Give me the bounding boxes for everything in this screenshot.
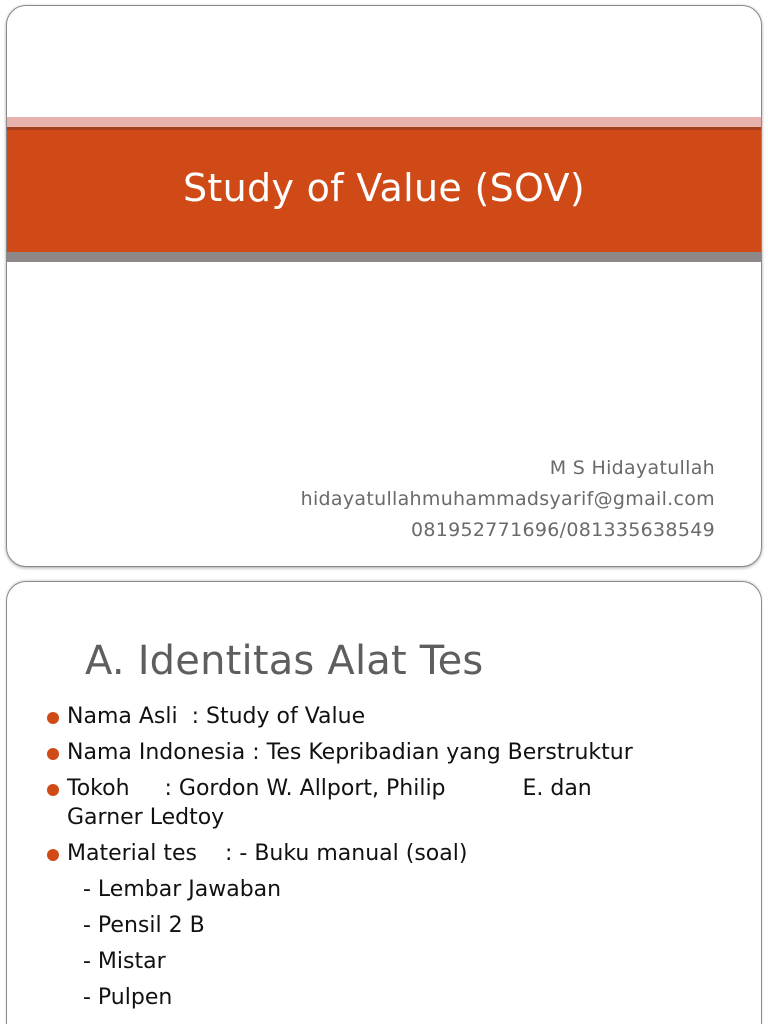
material-item: - Pulpen — [83, 985, 173, 1010]
material-item: - Pensil 2 B — [83, 913, 205, 938]
list-item: Nama Asli : Study of Value — [45, 702, 741, 731]
author-phone: 081952771696/081335638549 — [410, 519, 715, 541]
item-value-wrap: Garner Ledtoy — [67, 805, 225, 830]
material-item: - Lembar Jawaban — [83, 877, 282, 902]
author-name: M S Hidayatullah — [549, 457, 715, 479]
slide-heading: A. Identitas Alat Tes — [85, 638, 484, 684]
title-band-top-stripe — [7, 117, 761, 127]
item-value: Gordon W. Allport, Philip — [178, 776, 446, 801]
item-value: - Buku manual (soal) — [239, 841, 468, 866]
material-item: - Mistar — [83, 949, 166, 974]
list-item: Tokoh : Gordon W. Allport, Philip E. dan Garner Ledtoy — [45, 774, 741, 832]
list-item: Material tes : - Buku manual (soal) — [45, 839, 741, 868]
item-label: Tokoh — [67, 776, 130, 801]
item-value-continued: E. dan — [522, 776, 592, 801]
author-email: hidayatullahmuhammadsyarif@gmail.com — [300, 488, 715, 510]
slide-title: Study of Value (SOV) — [183, 166, 585, 210]
item-label: Material tes — [67, 841, 197, 866]
title-slide[interactable] — [6, 5, 762, 567]
item-value: Study of Value — [206, 704, 366, 729]
bullet-dot-icon — [47, 784, 59, 796]
content-slide[interactable] — [6, 581, 762, 1024]
item-value: Tes Kepribadian yang Berstruktur — [266, 740, 633, 765]
bullet-dot-icon — [47, 849, 59, 861]
item-label: Nama Asli — [67, 704, 178, 729]
title-band-bottom-stripe — [7, 252, 761, 262]
bullet-list — [45, 702, 741, 1019]
item-label: Nama Indonesia — [67, 740, 246, 765]
bullet-dot-icon — [47, 748, 59, 760]
list-item: Nama Indonesia : Tes Kepribadian yang Berstruktur — [45, 738, 741, 767]
author-info — [301, 453, 715, 546]
title-band — [7, 130, 761, 252]
bullet-dot-icon — [47, 712, 59, 724]
